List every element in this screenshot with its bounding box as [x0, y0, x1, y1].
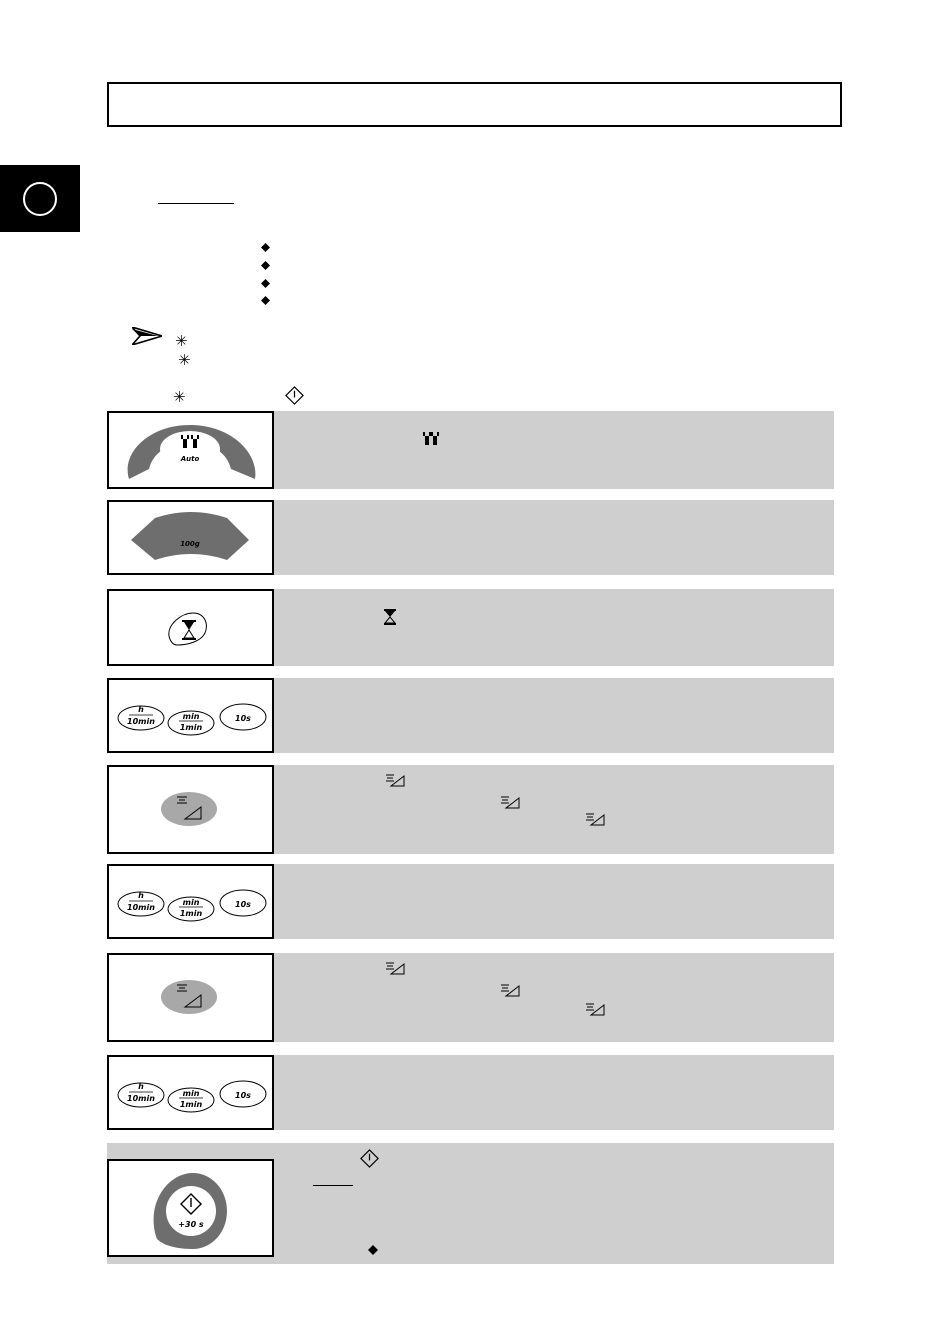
hour-button[interactable]	[118, 705, 164, 730]
ten-seconds-button[interactable]	[220, 890, 266, 916]
list-bullet	[261, 243, 270, 252]
list-bullet	[261, 279, 270, 288]
grill-combi-icon	[585, 812, 605, 826]
list-bullet	[368, 1245, 378, 1255]
minute-button-label: min	[182, 712, 200, 721]
note-marker: ✳	[173, 388, 186, 406]
step-select-mode-1	[107, 765, 834, 854]
start-diamond-icon	[285, 386, 304, 405]
minute-button-sublabel: 1min	[179, 723, 203, 732]
step-set-time-3	[107, 1055, 834, 1130]
weight-dial-graphic	[109, 502, 272, 573]
start-button-graphic	[109, 1161, 272, 1255]
ten-seconds-label: 10s	[235, 714, 251, 723]
hourglass-panel	[107, 589, 274, 666]
step-select-mode-2	[107, 953, 834, 1042]
step-weight	[107, 500, 834, 575]
grill-combi-icon	[385, 773, 405, 787]
start-button-panel	[107, 1159, 274, 1257]
time-buttons-graphic	[109, 866, 272, 937]
hour-button-sublabel: 10min	[127, 717, 155, 726]
note-marker: ✳	[175, 332, 188, 350]
step-start	[107, 1159, 834, 1257]
pointing-arrow-icon	[132, 327, 162, 345]
section-tab	[0, 165, 80, 232]
hour-button[interactable]	[118, 1082, 164, 1107]
minute-button[interactable]	[168, 897, 214, 921]
grill-combi-button[interactable]	[161, 980, 217, 1014]
hour-button-label: h	[138, 891, 144, 900]
auto-defrost-panel	[107, 411, 274, 489]
ten-seconds-button[interactable]	[220, 704, 266, 730]
start-button-label: +30 s	[178, 1220, 204, 1229]
instruction-band	[273, 953, 834, 1042]
grill-combi-icon	[585, 1002, 605, 1016]
page-title-box	[107, 82, 842, 127]
minute-button-sublabel: 1min	[179, 909, 203, 918]
ten-seconds-label: 10s	[235, 900, 251, 909]
instruction-band	[273, 589, 834, 666]
time-buttons-panel	[107, 1055, 274, 1130]
time-buttons-graphic	[109, 680, 272, 751]
step-auto-defrost	[107, 411, 834, 489]
time-buttons-graphic	[109, 1057, 272, 1128]
hourglass-icon	[384, 609, 396, 625]
minute-button-label: min	[182, 1089, 200, 1098]
auto-defrost-icon	[423, 432, 439, 445]
grill-combi-button[interactable]	[161, 792, 217, 826]
ten-seconds-label: 10s	[235, 1091, 251, 1100]
mode-button-panel	[107, 953, 274, 1042]
step-standing-time	[107, 589, 834, 666]
instruction-band	[273, 678, 834, 753]
auto-label: Auto	[180, 455, 200, 463]
weight-panel	[107, 500, 274, 575]
minute-button[interactable]	[168, 1088, 214, 1112]
step-set-time-2	[107, 864, 834, 939]
hour-button-label: h	[138, 1082, 144, 1091]
weight-label: 100g	[180, 540, 200, 548]
mode-button-graphic	[109, 767, 272, 852]
note-marker: ✳	[178, 351, 191, 369]
minute-button-label: min	[182, 898, 200, 907]
instruction-band	[273, 765, 834, 854]
heading-underline	[158, 203, 234, 204]
instruction-band	[273, 864, 834, 939]
time-buttons-panel	[107, 678, 274, 753]
instruction-band	[273, 1055, 834, 1130]
mode-button-panel	[107, 765, 274, 854]
hour-button[interactable]	[118, 891, 164, 916]
hour-button-sublabel: 10min	[127, 1094, 155, 1103]
section-tab-circle	[23, 182, 57, 216]
grill-combi-icon	[500, 983, 520, 997]
instruction-band	[273, 500, 834, 575]
hourglass-button-graphic	[109, 591, 272, 664]
minute-button[interactable]	[168, 711, 214, 735]
text-underline	[313, 1185, 353, 1186]
grill-combi-icon	[385, 961, 405, 975]
list-bullet	[261, 296, 270, 305]
hour-button-sublabel: 10min	[127, 903, 155, 912]
step-set-time	[107, 678, 834, 753]
auto-dial-graphic	[109, 413, 272, 487]
ten-seconds-button[interactable]	[220, 1081, 266, 1107]
time-buttons-panel	[107, 864, 274, 939]
list-bullet	[261, 261, 270, 270]
mode-button-graphic	[109, 955, 272, 1040]
minute-button-sublabel: 1min	[179, 1100, 203, 1109]
grill-combi-icon	[500, 795, 520, 809]
start-diamond-icon	[360, 1149, 379, 1168]
instruction-band	[273, 411, 834, 489]
hour-button-label: h	[138, 705, 144, 714]
